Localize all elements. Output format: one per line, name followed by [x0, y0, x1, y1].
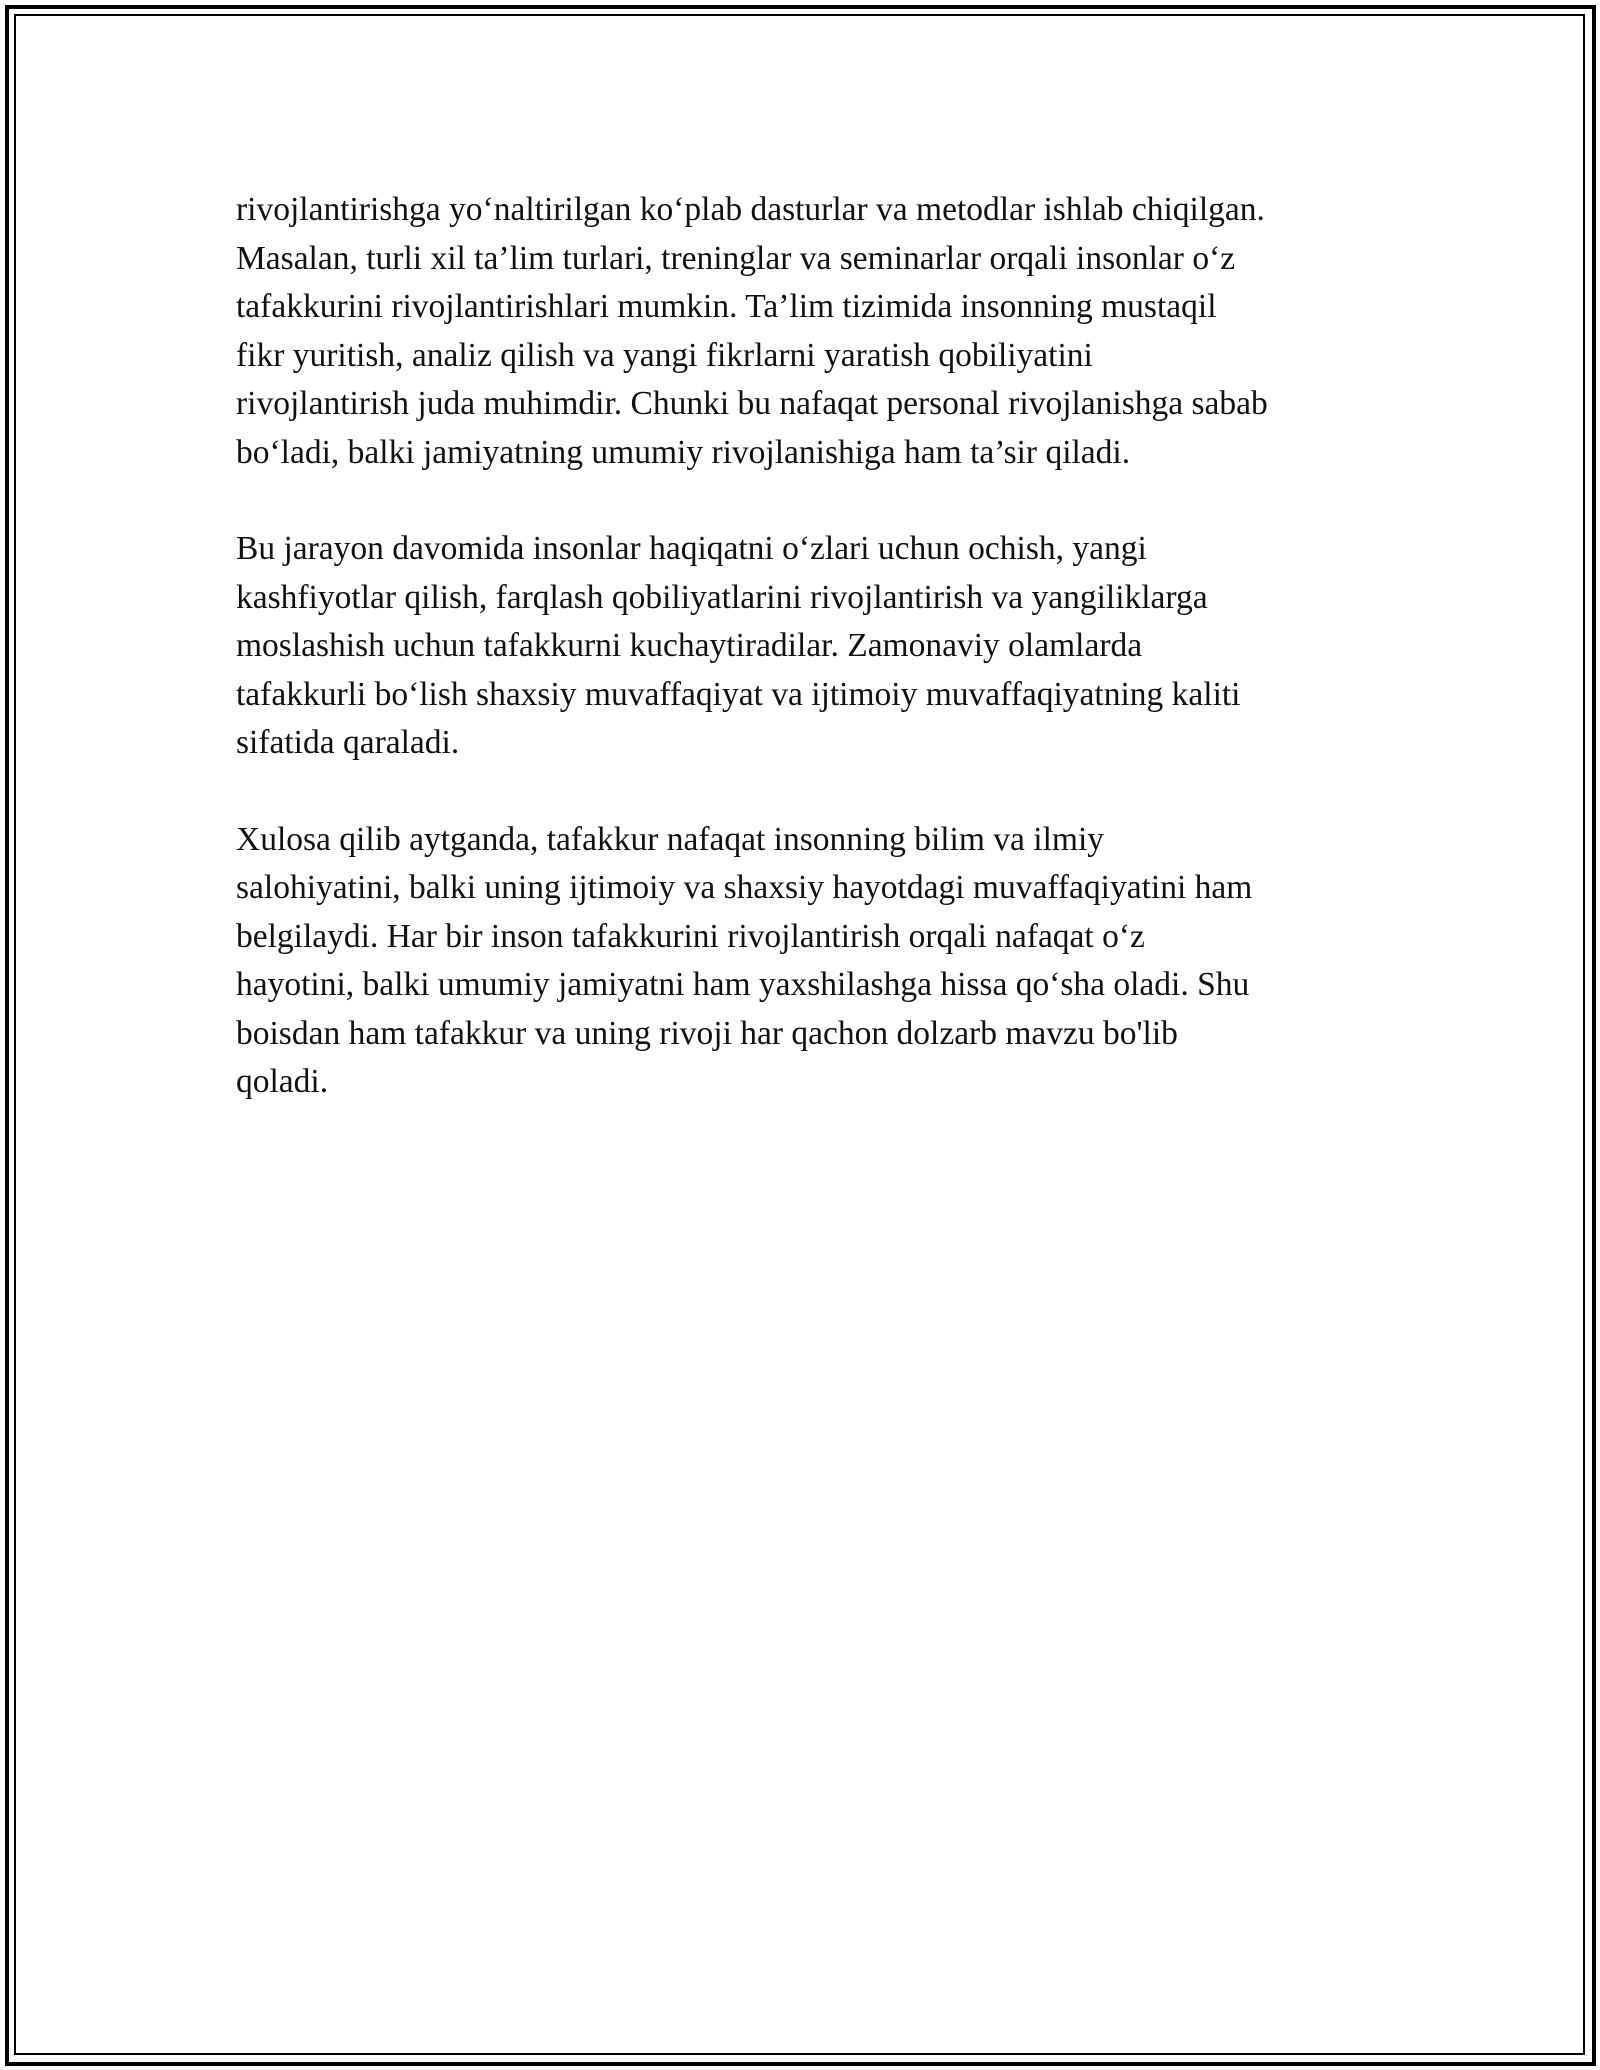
text-line: boisdan ham tafakkur va uning rivoji har qachon dolzarb mavzu bo'lib	[236, 1014, 1178, 1052]
paragraph-1	[236, 186, 1386, 477]
text-line: belgilaydi. Har bir inson tafakkurini rivojlantirish orqali nafaqat o‘z	[236, 917, 1145, 955]
text-line: Xulosa qilib aytganda, tafakkur nafaqat insonning bilim va ilmiy	[236, 820, 1105, 858]
paragraph-3	[236, 816, 1386, 1107]
text-line: tafakkurini rivojlantirishlari mumkin. Ta’lim tizimida insonning mustaqil	[236, 288, 1217, 325]
text-line: kashfiyotlar qilish, farqlash qobiliyatlarini rivojlantirish va yangiliklarga	[236, 578, 1208, 616]
text-line: Bu jarayon davomida insonlar haqiqatni o‘zlari uchun ochish, yangi	[236, 530, 1147, 567]
text-line: hayotini, balki umumiy jamiyatni ham yaxshilashga hissa qo‘sha oladi. Shu	[236, 966, 1250, 1003]
text-line: fikr yuritish, analiz qilish va yangi fikrlarni yaratish qobiliyatini	[236, 336, 1093, 374]
text-line: bo‘ladi, balki jamiyatning umumiy rivojlanishiga ham ta’sir qiladi.	[236, 433, 1131, 471]
paragraph-2	[236, 525, 1386, 768]
text-line: qoladi.	[236, 1063, 329, 1100]
text-line: moslashish uchun tafakkurni kuchaytiradilar. Zamonaviy olamlarda	[236, 627, 1143, 664]
text-line: rivojlantirishga yo‘naltirilgan ko‘plab dasturlar va metodlar ishlab chiqilgan.	[236, 191, 1265, 228]
text-line: rivojlantirish juda muhimdir. Chunki bu nafaqat personal rivojlanishga sabab	[236, 385, 1268, 422]
text-line: sifatida qaraladi.	[236, 724, 460, 761]
document-body	[236, 186, 1386, 1155]
text-line: salohiyatini, balki uning ijtimoiy va shaxsiy hayotdagi muvaffaqiyatini ham	[236, 869, 1253, 906]
text-line: tafakkurli bo‘lish shaxsiy muvaffaqiyat va ijtimoiy muvaffaqiyatning kaliti	[236, 675, 1241, 713]
text-line: Masalan, turli xil ta’lim turlari, treninglar va seminarlar orqali insonlar o‘z	[236, 239, 1236, 277]
